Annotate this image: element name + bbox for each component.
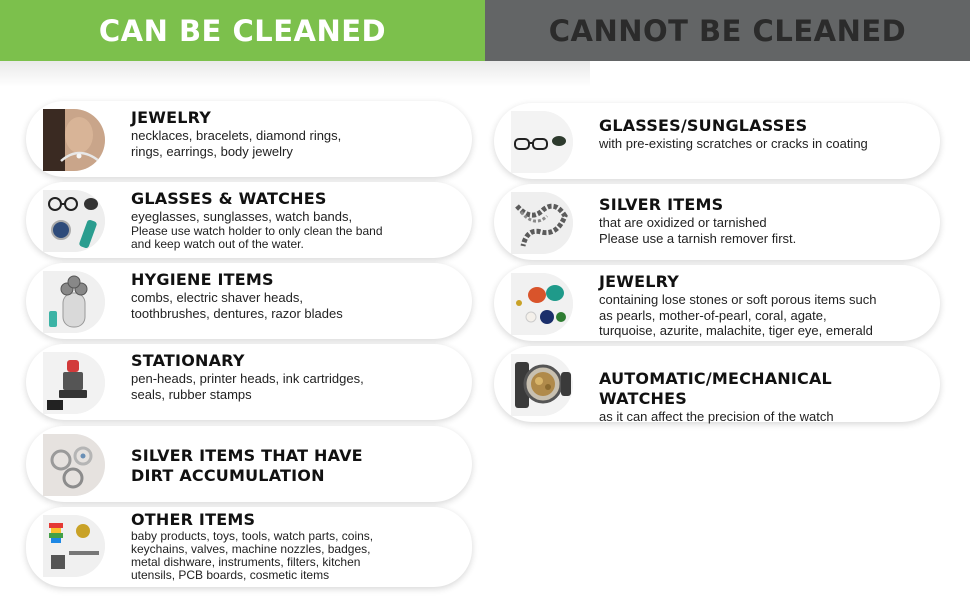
header-shadow: [0, 61, 590, 87]
can-title-silver-line2: DIRT ACCUMULATION: [131, 466, 325, 485]
cannot-be-cleaned-title: CANNOT BE CLEANED: [548, 13, 907, 48]
can-card-jewelry: [26, 101, 472, 177]
shaver-photo-icon: [43, 271, 105, 333]
glasses-watches-photo-icon: [43, 190, 105, 252]
tarnished-chain-photo-icon: [511, 192, 573, 254]
can-card-stationary: [26, 344, 472, 420]
cannot-be-cleaned-header: [485, 0, 970, 61]
can-desc-glasses-watches-line3: and keep watch out of the water.: [131, 236, 304, 251]
sunglasses-photo-icon: [511, 111, 573, 173]
can-card-hygiene: [26, 263, 472, 339]
can-title-silver-line1: SILVER ITEMS THAT HAVE: [131, 446, 363, 465]
can-desc-glasses-watches-line1: eyeglasses, sunglasses, watch bands,: [131, 209, 353, 224]
can-desc-hygiene-line1: combs, electric shaver heads,: [131, 290, 303, 305]
other-items-photo-icon: [43, 515, 105, 577]
can-desc-other-line1: baby products, toys, tools, watch parts, coins,: [131, 529, 374, 543]
can-desc-other-line4: utensils, PCB boards, cosmetic items: [131, 568, 330, 582]
can-desc-glasses-watches-line2: Please use watch holder to only clean the band: [131, 223, 383, 238]
can-desc-hygiene-line2: toothbrushes, dentures, razor blades: [131, 305, 343, 321]
cannot-desc-silver-line1: that are oxidized or tarnished: [599, 215, 767, 230]
cannot-title-watches: AUTOMATIC/MECHANICAL WATCHES: [599, 369, 832, 408]
cannot-title-glasses: GLASSES/SUNGLASSES: [599, 116, 808, 135]
gemstones-photo-icon: [511, 273, 573, 335]
silver-rings-photo-icon: [43, 434, 105, 496]
stamp-photo-icon: [43, 352, 105, 414]
jewelry-photo-icon: [43, 109, 105, 171]
can-desc-other-line3: metal dishware, instruments, filters, kitchen: [131, 555, 361, 569]
can-desc-jewelry-line2: rings, earrings, body jewelry: [131, 143, 293, 159]
cannot-desc-glasses-line1: with pre-existing scratches or cracks in coating: [599, 136, 868, 151]
can-card-other: [26, 507, 472, 587]
can-desc-stationary-line1: pen-heads, printer heads, ink cartridges,: [131, 371, 364, 386]
can-title-glasses-watches: GLASSES & WATCHES: [131, 189, 327, 208]
cannot-desc-jewelry-line1: containing lose stones or soft porous items such: [599, 292, 877, 307]
cannot-desc-watches-line1: as it can affect the precision of the watch: [599, 409, 834, 424]
can-be-cleaned-header: [0, 0, 485, 61]
can-title-hygiene: HYGIENE ITEMS: [131, 270, 274, 289]
can-title-other: OTHER ITEMS: [131, 510, 256, 529]
can-card-silver-dirt: [26, 426, 472, 502]
can-card-glasses-watches: [26, 182, 472, 258]
can-title-stationary: STATIONARY: [131, 351, 245, 370]
can-desc-stationary-line2: seals, rubber stamps: [131, 386, 252, 402]
can-title-jewelry: JEWELRY: [131, 108, 212, 127]
cannot-title-silver: SILVER ITEMS: [599, 195, 724, 214]
can-desc-jewelry-line1: necklaces, bracelets, diamond rings,: [131, 128, 342, 143]
cannot-desc-jewelry-line2: as pearls, mother-of-pearl, coral, agate,: [599, 307, 827, 323]
can-be-cleaned-title: CAN BE CLEANED: [98, 13, 387, 48]
cannot-desc-jewelry-line3: turquoise, azurite, malachite, tiger eye, emerald: [599, 323, 873, 338]
cannot-title-jewelry: JEWELRY: [599, 272, 680, 291]
can-desc-other-line2: keychains, valves, machine nozzles, badges,: [131, 542, 371, 556]
cannot-card-jewelry: [494, 265, 940, 341]
cannot-card-watches: [494, 346, 940, 422]
cannot-desc-silver-line2: Please use a tarnish remover first.: [599, 230, 797, 246]
cannot-card-glasses: [494, 103, 940, 179]
cannot-card-silver: [494, 184, 940, 260]
mechanical-watch-photo-icon: [511, 354, 573, 416]
